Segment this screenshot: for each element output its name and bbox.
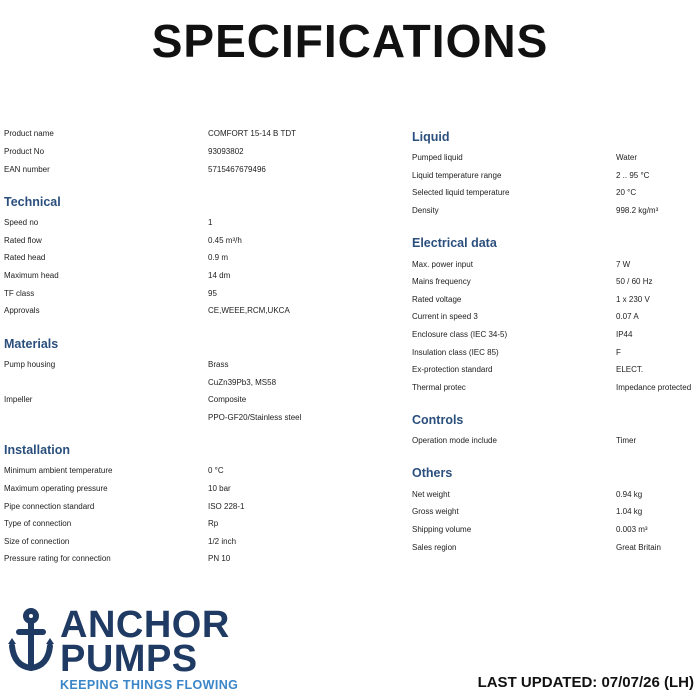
spec-label: Net weight [412,490,450,499]
spec-value: 14 dm [208,271,231,280]
spec-value: Composite [208,395,247,404]
last-updated: LAST UPDATED: 07/07/26 (LH) [477,674,694,691]
spec-value: 0.003 m³ [616,525,648,534]
spec-value: CuZn39Pb3, MS58 [208,378,277,387]
spec-label: Insulation class (IEC 85) [412,348,499,357]
spec-value: 0 °C [208,466,224,475]
spec-label: Shipping volume [412,525,472,534]
spec-value: 1 x 230 V [616,295,650,304]
spec-value: 1 [208,218,213,227]
spec-value: Impedance protected [616,383,692,392]
spec-label: Maximum operating pressure [4,484,108,493]
spec-value: PN 10 [208,554,231,563]
spec-label: Operation mode include [412,436,497,445]
logo-word-pumps: PUMPS [60,638,198,680]
anchor-pumps-logo [8,606,248,694]
spec-label: Sales region [412,543,457,552]
spec-label: Rated head [4,253,46,262]
spec-label: Ex-protection standard [412,365,493,374]
spec-label: Mains frequency [412,277,471,286]
section-heading-controls: Controls [412,413,464,427]
spec-value: F [616,348,621,357]
spec-value: PPO-GF20/Stainless steel [208,413,302,422]
spec-label: Rated voltage [412,295,462,304]
spec-value: Water [616,153,638,162]
spec-label: Thermal protec [412,383,466,392]
spec-label: Speed no [4,218,39,227]
spec-value: Timer [616,436,637,445]
spec-value: 0.94 kg [616,490,643,499]
spec-value: 10 bar [208,484,231,493]
spec-label: Minimum ambient temperature [4,466,113,475]
spec-label: Size of connection [4,537,70,546]
logo-tagline: KEEPING THINGS FLOWING [60,678,239,692]
spec-value: 20 °C [616,188,637,197]
spec-value: 50 / 60 Hz [616,277,653,286]
spec-label: EAN number [4,165,50,174]
spec-label: Product name [4,129,54,138]
section-heading-materials: Materials [4,337,59,351]
spec-value: ELECT. [616,365,644,374]
spec-value: CE,WEEE,RCM,UKCA [208,306,290,315]
spec-label: Product No [4,147,45,156]
spec-value: 93093802 [208,147,244,156]
spec-value: 5715467679496 [208,165,266,174]
spec-label: Current in speed 3 [412,312,478,321]
spec-label: Impeller [4,395,33,404]
spec-label: Approvals [4,306,40,315]
logo-word-anchor: ANCHOR [60,604,230,646]
spec-label: Liquid temperature range [412,171,502,180]
spec-label: Pipe connection standard [4,502,95,511]
spec-value: Great Britain [616,543,661,552]
spec-label: Max. power input [412,260,473,269]
spec-value: ISO 228-1 [208,502,245,511]
spec-value: 2 .. 95 °C [616,171,650,180]
spec-label: Gross weight [412,507,459,516]
spec-value: 1.04 kg [616,507,643,516]
section-heading-technical: Technical [4,195,61,209]
spec-value: 998.2 kg/m³ [616,206,659,215]
spec-value: 0.07 A [616,312,639,321]
spec-value: IP44 [616,330,633,339]
spec-label: Pump housing [4,360,56,369]
spec-label: Maximum head [4,271,59,280]
section-heading-electrical: Electrical data [412,236,497,250]
spec-label: Density [412,206,439,215]
section-heading-installation: Installation [4,443,70,457]
spec-value: 95 [208,289,217,298]
spec-label: Enclosure class (IEC 34-5) [412,330,508,339]
spec-label: Pumped liquid [412,153,463,162]
spec-label: Rated flow [4,236,42,245]
spec-label: Pressure rating for connection [4,554,111,563]
spec-value: 7 W [616,260,631,269]
spec-label: Type of connection [4,519,72,528]
spec-value: 0.9 m [208,253,229,262]
spec-value: Brass [208,360,229,369]
page-title: SPECIFICATIONS [151,15,549,67]
spec-label: Selected liquid temperature [412,188,510,197]
section-heading-liquid: Liquid [412,130,450,144]
spec-value: COMFORT 15-14 B TDT [208,129,297,138]
anchor-icon [8,608,54,674]
spec-value: Rp [208,519,219,528]
spec-value: 1/2 inch [208,537,237,546]
section-heading-others: Others [412,466,453,480]
spec-value: 0.45 m³/h [208,236,242,245]
spec-label: TF class [4,289,35,298]
